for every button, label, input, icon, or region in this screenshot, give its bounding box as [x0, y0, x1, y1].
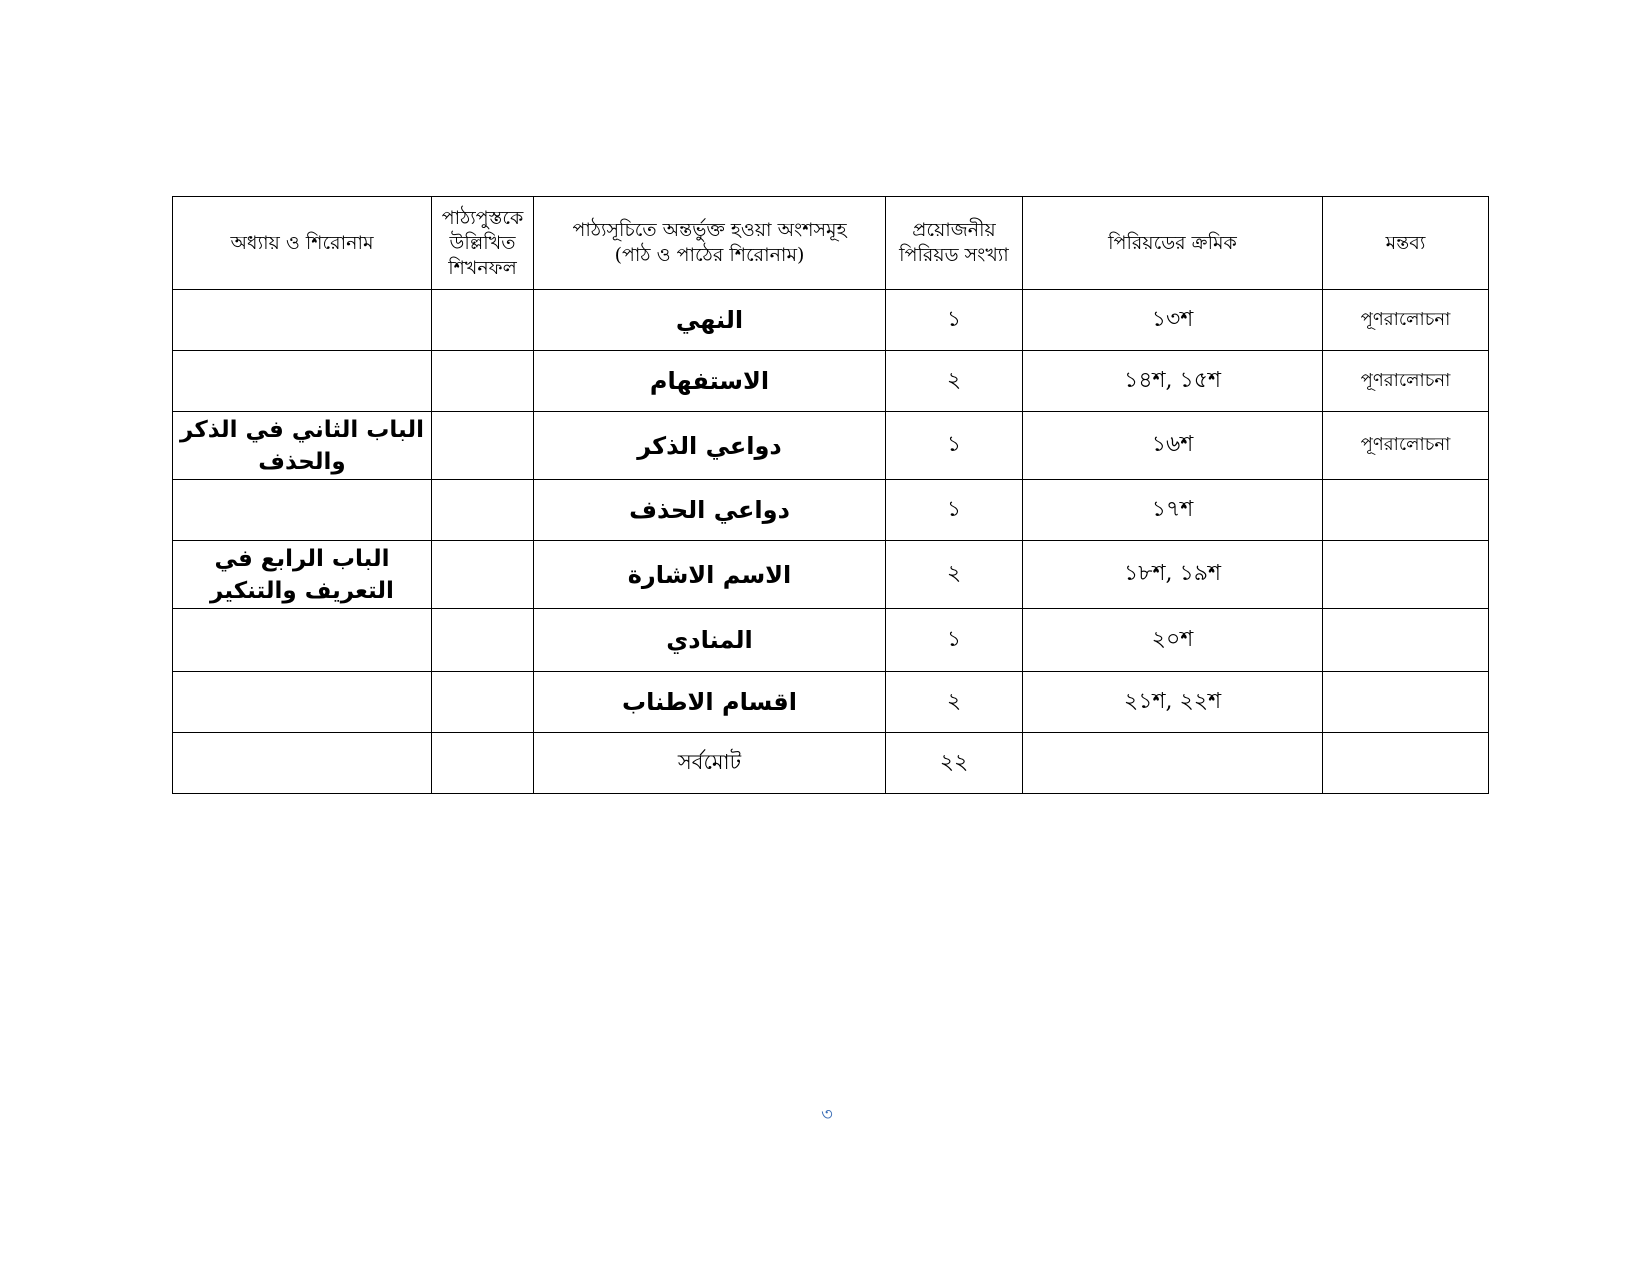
outcome-cell — [432, 541, 534, 609]
header-count: প্রয়োজনীয় পিরিয়ড সংখ্যা — [886, 197, 1023, 290]
serial-cell: ২১শ, ২২শ — [1023, 672, 1323, 733]
remark-cell — [1323, 733, 1489, 794]
table-row — [173, 412, 1489, 480]
serial-cell: ২০শ — [1023, 609, 1323, 672]
count-cell: ২ — [886, 541, 1023, 609]
header-lesson — [534, 197, 886, 290]
count-cell: ১ — [886, 609, 1023, 672]
remark-cell: পূণরালোচনা — [1323, 290, 1489, 351]
table-row — [173, 672, 1489, 733]
count-cell: ১ — [886, 480, 1023, 541]
remark-cell — [1323, 609, 1489, 672]
table-row — [173, 609, 1489, 672]
page-number: ৩ — [821, 1104, 833, 1125]
outcome-cell — [432, 733, 534, 794]
outcome-cell — [432, 290, 534, 351]
total-label: সর্বমোট — [534, 733, 886, 794]
chapter-cell — [173, 609, 432, 672]
header-outcome: পাঠ্যপুস্তকে উল্লিখিত শিখনফল — [432, 197, 534, 290]
syllabus-table — [172, 196, 1489, 794]
header-lesson-line1: পাঠ্যসূচিতে অন্তর্ভুক্ত হওয়া অংশসমূহ — [572, 219, 847, 241]
lesson-cell: الاسم الاشارة — [534, 541, 886, 609]
total-row — [173, 733, 1489, 794]
header-lesson-line2: (পাঠ ও পাঠের শিরোনাম) — [614, 244, 805, 266]
chapter-cell — [173, 351, 432, 412]
count-cell: ২ — [886, 351, 1023, 412]
chapter-cell — [173, 672, 432, 733]
count-cell: ২ — [886, 672, 1023, 733]
outcome-cell — [432, 609, 534, 672]
table-header-row — [173, 197, 1489, 290]
table-row — [173, 290, 1489, 351]
lesson-cell: دواعي الحذف — [534, 480, 886, 541]
lesson-cell: المنادي — [534, 609, 886, 672]
header-chapter: অধ্যায় ও শিরোনাম — [173, 197, 432, 290]
outcome-cell — [432, 480, 534, 541]
outcome-cell — [432, 412, 534, 480]
outcome-cell — [432, 351, 534, 412]
chapter-cell — [173, 480, 432, 541]
chapter-cell — [173, 733, 432, 794]
remark-cell: পূণরালোচনা — [1323, 412, 1489, 480]
serial-cell: ১৩শ — [1023, 290, 1323, 351]
remark-cell — [1323, 541, 1489, 609]
table-row — [173, 541, 1489, 609]
lesson-cell: الاستفهام — [534, 351, 886, 412]
chapter-cell: الباب الرابع في التعريف والتنكير — [173, 541, 432, 609]
remark-cell — [1323, 480, 1489, 541]
serial-cell: ১৭শ — [1023, 480, 1323, 541]
table-row — [173, 480, 1489, 541]
serial-cell — [1023, 733, 1323, 794]
serial-cell: ১৪শ, ১৫শ — [1023, 351, 1323, 412]
lesson-cell: اقسام الاطناب — [534, 672, 886, 733]
remark-cell: পূণরালোচনা — [1323, 351, 1489, 412]
serial-cell: ১৮শ, ১৯শ — [1023, 541, 1323, 609]
header-serial: পিরিয়ডের ক্রমিক — [1023, 197, 1323, 290]
lesson-cell: النهي — [534, 290, 886, 351]
count-cell: ১ — [886, 290, 1023, 351]
chapter-cell — [173, 290, 432, 351]
remark-cell — [1323, 672, 1489, 733]
header-remark: মন্তব্য — [1323, 197, 1489, 290]
count-cell: ১ — [886, 412, 1023, 480]
serial-cell: ১৬শ — [1023, 412, 1323, 480]
total-count: ২২ — [886, 733, 1023, 794]
outcome-cell — [432, 672, 534, 733]
lesson-cell: دواعي الذكر — [534, 412, 886, 480]
chapter-cell: الباب الثاني في الذكر والحذف — [173, 412, 432, 480]
table-row — [173, 351, 1489, 412]
